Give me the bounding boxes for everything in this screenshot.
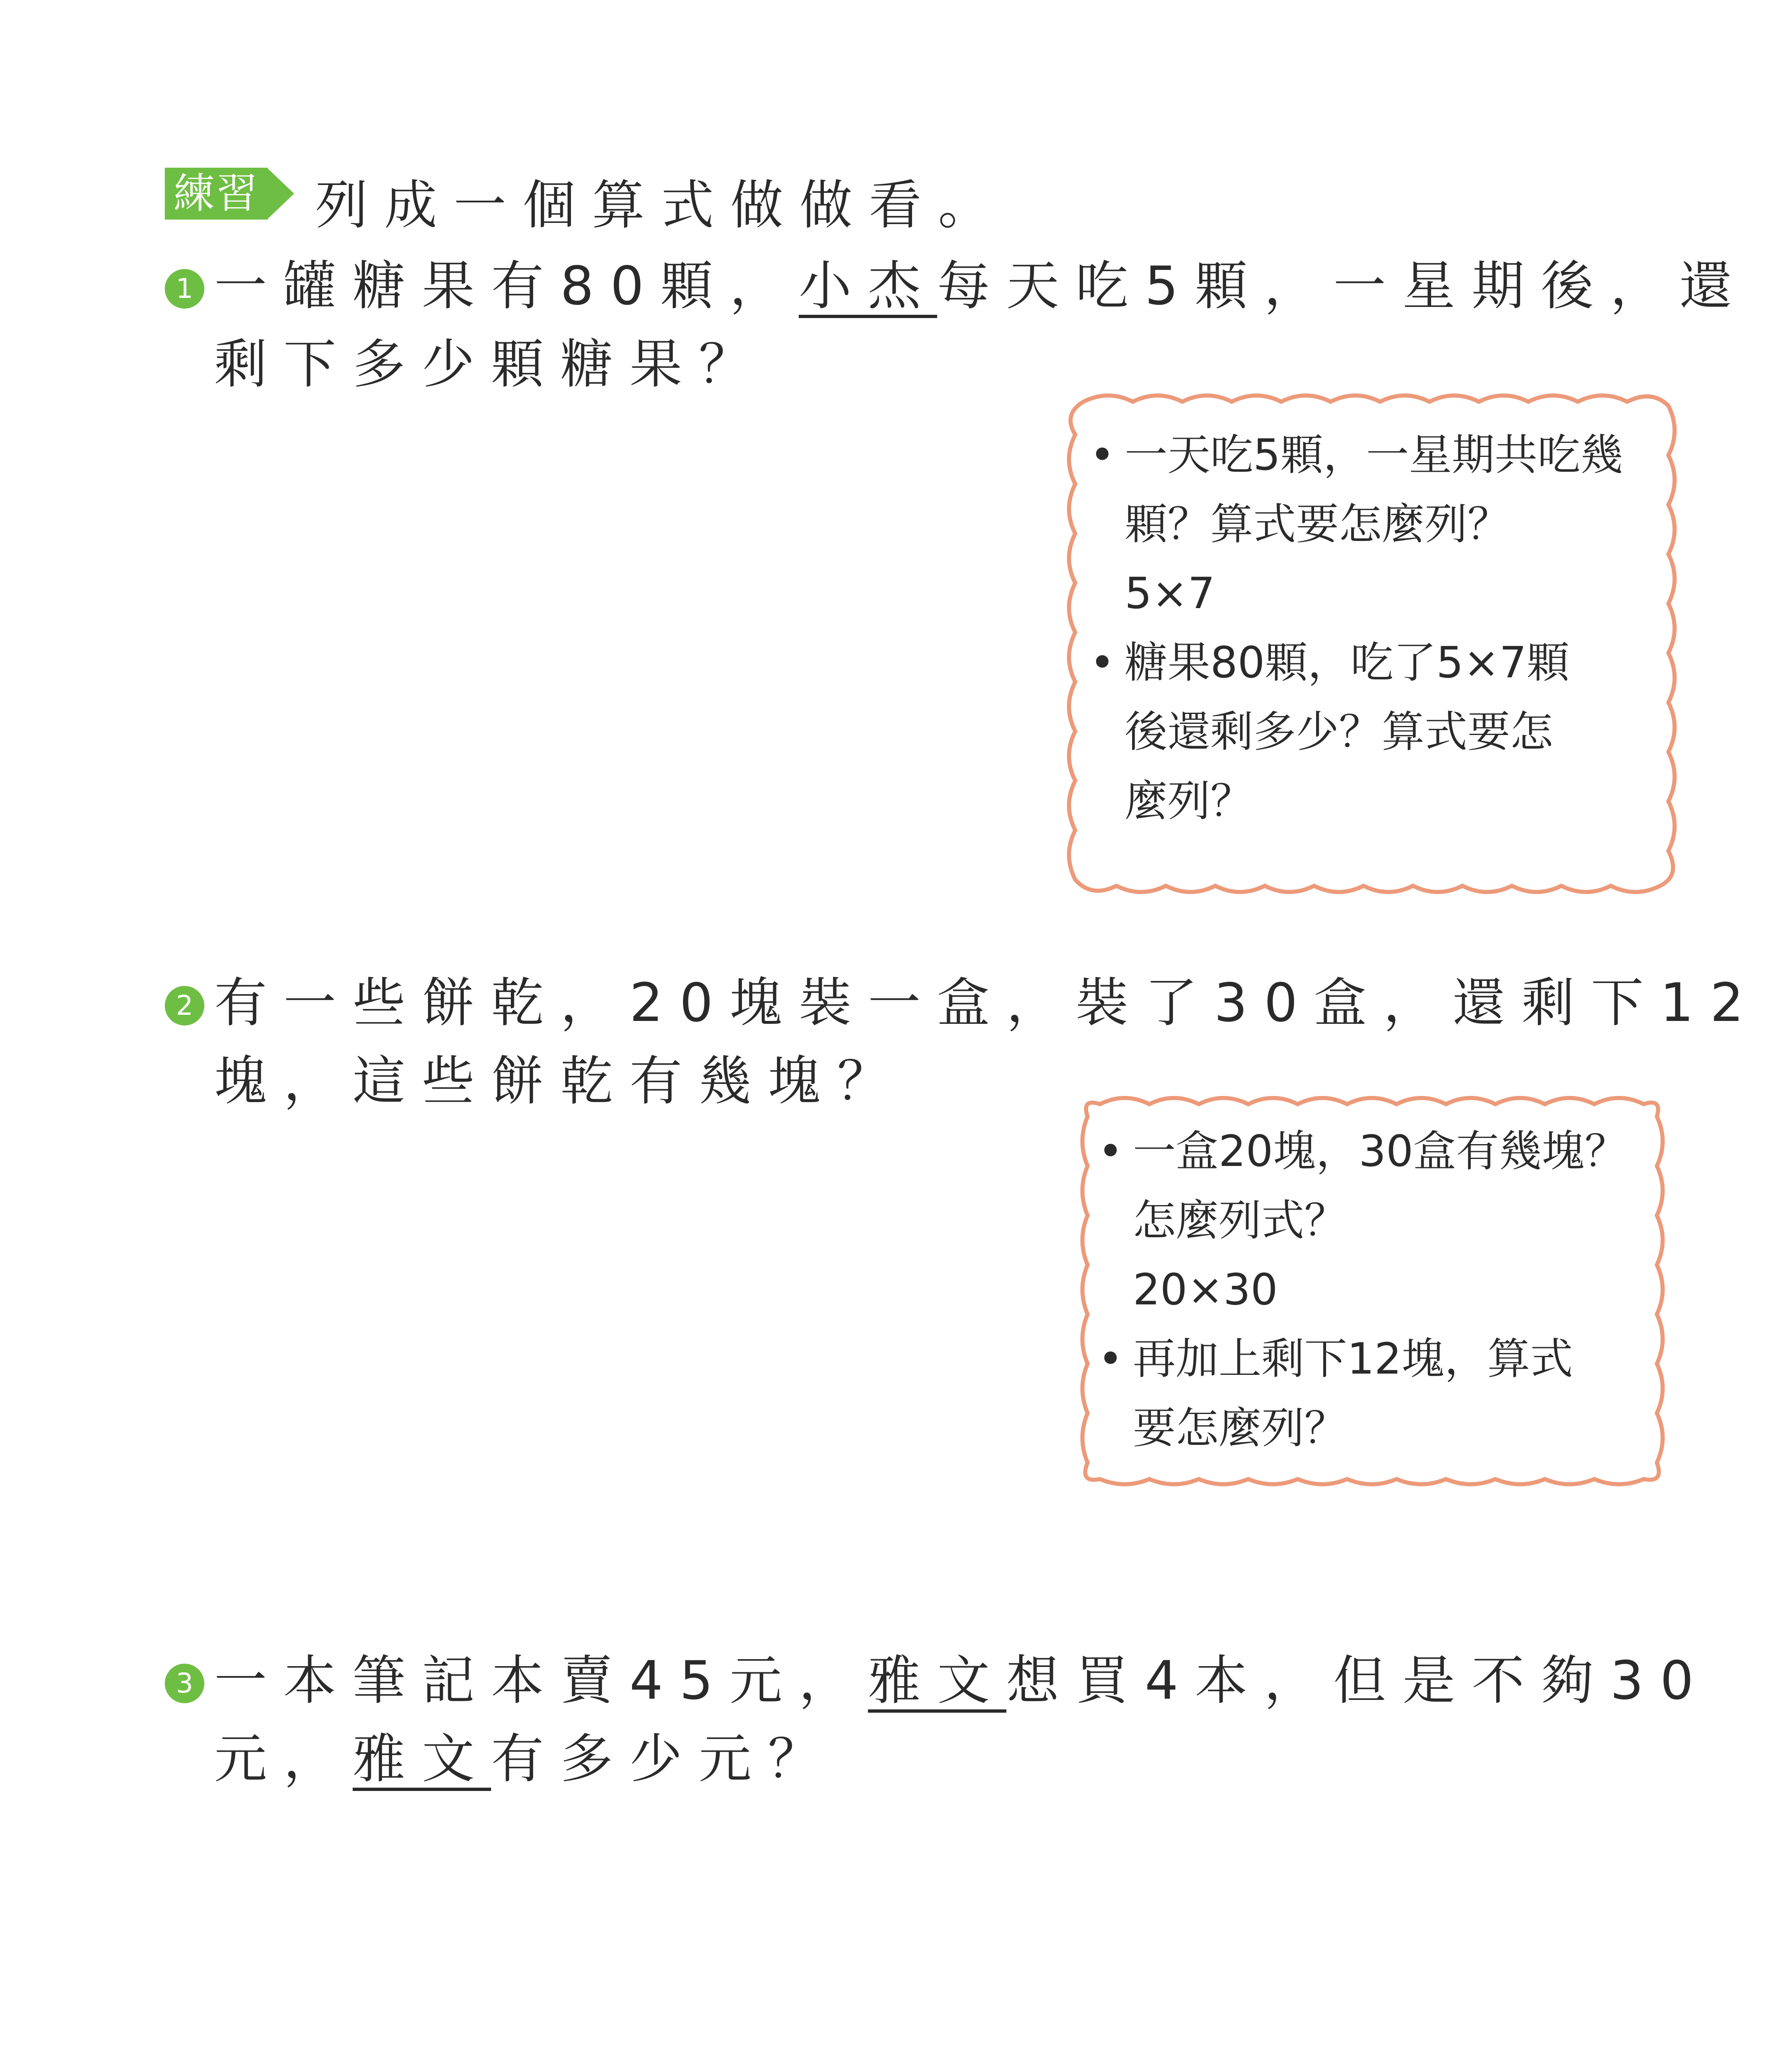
hint-1-text	[1090, 420, 1623, 836]
question-number-badge: 2	[165, 986, 204, 1025]
question-number-badge: 1	[165, 269, 204, 309]
question-2-line-2: 塊，這些餅乾有幾塊？	[214, 1051, 907, 1112]
question-2-line-1: 有一些餅乾，20塊裝一盒，裝了30盒，還剩下12	[214, 972, 1760, 1034]
question-3-line-2: 元，雅文有多少元？	[214, 1728, 838, 1790]
question-number-badge: 3	[165, 1664, 204, 1703]
question-3-line-1: 一本筆記本賣45元，雅文想買4本，但是不夠30	[214, 1650, 1710, 1711]
hint-2-text	[1098, 1117, 1628, 1463]
instruction-text: 列成一個算式做做看。	[315, 175, 1008, 236]
hint-box-2	[1075, 1092, 1668, 1491]
question-1-line-2: 剩下多少顆糖果？	[214, 334, 768, 395]
hint-box-1	[1059, 389, 1681, 900]
hint-1-item: • 一天吃5顆，一星期共吃幾 顆？算式要怎麼列？ 5×7	[1090, 430, 1624, 618]
question-1-line-1: 一罐糖果有80顆，小杰每天吃5顆，一星期後，還	[214, 255, 1749, 317]
hint-2-item: • 一盒20塊，30盒有幾塊？ 怎麼列式？ 20×30	[1098, 1126, 1628, 1315]
practice-tag-arrow-icon	[267, 168, 294, 220]
hint-2-item: • 再加上剩下12塊，算式 要怎麼列？	[1098, 1334, 1573, 1453]
hint-1-item: • 糖果80顆，吃了5×7顆 後還剩多少？算式要怎 麼列？	[1090, 637, 1570, 826]
practice-tag: 練習	[165, 168, 268, 220]
